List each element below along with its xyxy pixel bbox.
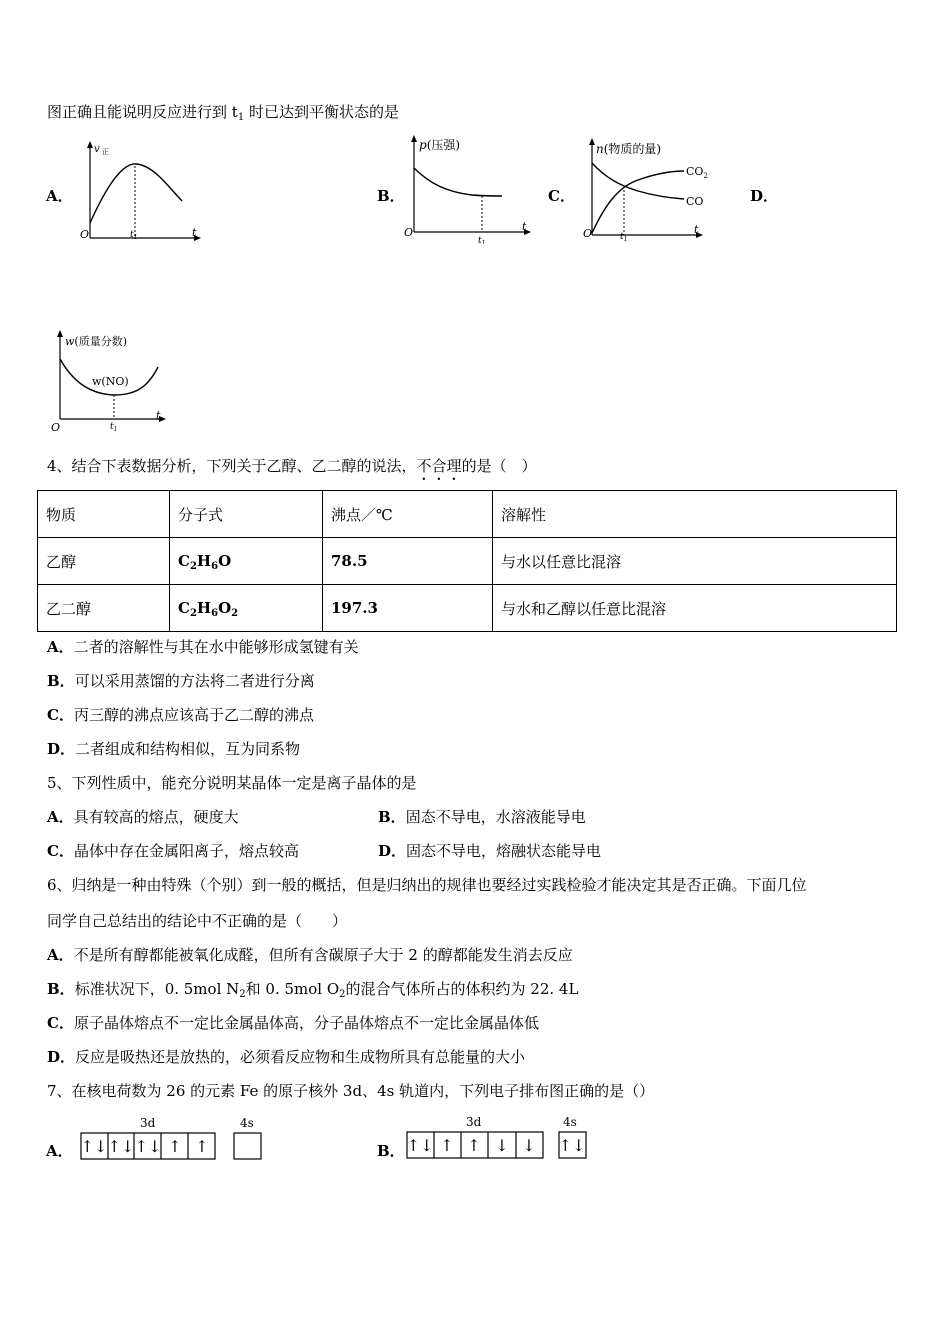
graph-d-tlabel: $t_1$ (110, 422, 118, 433)
graph-d (48, 327, 178, 437)
q4-option-d: D．二者组成和结构相似，互为同系物 (47, 740, 301, 758)
intro-text-pre: 图正确且能说明反应进行到 (47, 103, 232, 121)
table-header-cell: 分子式 (170, 491, 323, 538)
graph-a-ylabel: v (94, 144, 100, 155)
graph-c-curve-co (592, 163, 684, 199)
graph-c-xlabel: t (694, 223, 699, 236)
q7-option-a-diagram (78, 1112, 268, 1164)
graph-d-curve-label: w(NO) (92, 375, 129, 388)
graph-a-ylabel-sub: 正 (102, 148, 109, 156)
table-row (38, 538, 897, 585)
graph-b (402, 132, 542, 244)
graph-a-origin: O (80, 228, 90, 241)
graph-c-tlabel: $t_1$ (620, 232, 628, 243)
svg-text:↑↓: ↑↓ (558, 1136, 586, 1155)
q6-stem-line2: 同学自己总结出的结论中不正确的是（ ） (47, 912, 348, 930)
graph-a-tlabel: $t_1$ (130, 230, 138, 241)
graph-b-ylabel: p(压强) (419, 138, 461, 152)
q5-option-c: C．晶体中存在金属阳离子，熔点较高 (47, 842, 299, 860)
orbital-3d-box: ↑ (195, 1137, 209, 1156)
table-row (38, 585, 897, 632)
graph-b-origin: O (404, 226, 414, 239)
orbital-3d-label: 3d (466, 1115, 482, 1129)
t-subscript: 1 (481, 240, 486, 244)
table-cell-formula: $C_2H_6O$ (170, 538, 323, 585)
table-cell-solubility: 与水和乙醇以任意比混溶 (493, 585, 897, 632)
q6-option-b: B．标准状况下，0. 5mol $N_2$和 0. 5mol $O_2$的混合气体所占的体积约为 22. 4L (47, 980, 579, 1000)
q7-stem: 7、在核电荷数为 26 的元素 Fe 的原子核外 3d、4s 轨道内，下列电子排布图正确的是（） (47, 1082, 655, 1100)
q4-stem: 4、结合下表数据分析，下列关于乙醇、乙二醇的说法，不合理的是（ ） (47, 457, 537, 475)
orbital-3d-box: ↓ (495, 1136, 509, 1155)
q5-option-a: A．具有较高的熔点，硬度大 (47, 808, 239, 826)
graph-a-curve (90, 164, 182, 223)
q6-option-a: A．不是所有醇都能被氧化成醛，但所有含碳原子大于 2 的醇都能发生消去反应 (47, 946, 573, 964)
q6-stem-line1: 6、归纳是一种由特殊（个别）到一般的概括，但是归纳出的规律也要经过实践检验才能决定其是否正确。下面几位 (47, 876, 807, 894)
table-cell-boiling-point: 197.3 (323, 585, 493, 632)
q6-option-d: D．反应是吸热还是放热的，必须看反应物和生成物所具有总能量的大小 (47, 1048, 526, 1066)
table-cell-solubility: 与水以任意比混溶 (493, 538, 897, 585)
orbital-3d-box: ↓ (522, 1136, 536, 1155)
orbital-4s-box (234, 1133, 261, 1159)
graph-a (78, 138, 208, 248)
orbital-3d-box: ↑↓ (107, 1137, 135, 1156)
orbital-3d-box: ↑↓ (80, 1137, 108, 1156)
table-cell-boiling-point: 78.5 (323, 538, 493, 585)
t-subscript: 1 (623, 236, 628, 243)
graph-b-curve (414, 168, 502, 196)
graph-c-curve-co2 (592, 171, 684, 233)
intro-t-sub: 1 (237, 112, 245, 123)
table-header-cell: 溶解性 (493, 491, 897, 538)
q3-option-c-label: C． (548, 187, 575, 205)
q4-option-a: A．二者的溶解性与其在水中能够形成氢键有关 (47, 638, 359, 656)
t-subscript: 1 (133, 234, 138, 241)
intro-text-post: 时已达到平衡状态的是 (244, 103, 399, 121)
graph-a-xlabel: t (192, 226, 197, 239)
graph-d-ylabel: w(质量分数) (65, 335, 128, 348)
q4-data-table (37, 490, 897, 632)
table-header-cell: 沸点／℃ (323, 491, 493, 538)
q7-option-a-label: A． (46, 1142, 73, 1160)
graph-d-xlabel: t (156, 409, 161, 422)
orbital-3d-box: ↑ (467, 1136, 481, 1155)
orbital-3d-box: ↑↓ (406, 1136, 434, 1155)
graph-c-co-label: CO (686, 195, 704, 208)
table-cell-name: 乙醇 (38, 538, 170, 585)
q7-option-b-label: B． (377, 1142, 405, 1160)
graph-c-ylabel: n(物质的量) (596, 142, 662, 156)
graph-b-xlabel: t (522, 220, 527, 233)
q5-stem: 5、下列性质中，能充分说明某晶体一定是离子晶体的是 (47, 774, 417, 792)
orbital-3d-box: ↑ (168, 1137, 182, 1156)
intro-line (47, 102, 399, 122)
graph-c (580, 135, 725, 247)
q5-option-b: B．固态不导电，水溶液能导电 (378, 808, 586, 826)
table-cell-formula: $C_2H_6O_2$ (170, 585, 323, 632)
q5-option-d: D．固态不导电，熔融状态能导电 (378, 842, 602, 860)
q3-option-a-label: A． (46, 187, 73, 205)
q4-option-c: C．丙三醇的沸点应该高于乙二醇的沸点 (47, 706, 314, 724)
q3-option-b-label: B． (377, 187, 405, 205)
q6-option-c: C．原子晶体熔点不一定比金属晶体高，分子晶体熔点不一定比金属晶体低 (47, 1014, 539, 1032)
q3-option-d-label: D． (750, 187, 779, 205)
q4-option-b: B．可以采用蒸馏的方法将二者进行分离 (47, 672, 315, 690)
table-header-cell: 物质 (38, 491, 170, 538)
orbital-3d-label: 3d (140, 1116, 156, 1130)
intro-t: t (231, 103, 238, 121)
orbital-4s-label: 4s (240, 1116, 254, 1130)
graph-c-origin: O (583, 227, 593, 240)
q7-option-b-diagram (404, 1111, 594, 1163)
orbital-4s-label: 4s (563, 1115, 577, 1129)
q4-stem-emphasis: 不合理 (416, 457, 462, 475)
orbital-3d-box: ↑↓ (134, 1137, 162, 1156)
graph-b-tlabel: $t_1$ (478, 236, 485, 244)
graph-d-origin: O (51, 421, 61, 434)
table-header-row (38, 491, 897, 538)
table-cell-name: 乙二醇 (38, 585, 170, 632)
graph-c-co2-label: $CO_2$ (686, 165, 708, 180)
orbital-3d-box: ↑ (440, 1136, 454, 1155)
t-subscript: 1 (113, 426, 118, 433)
